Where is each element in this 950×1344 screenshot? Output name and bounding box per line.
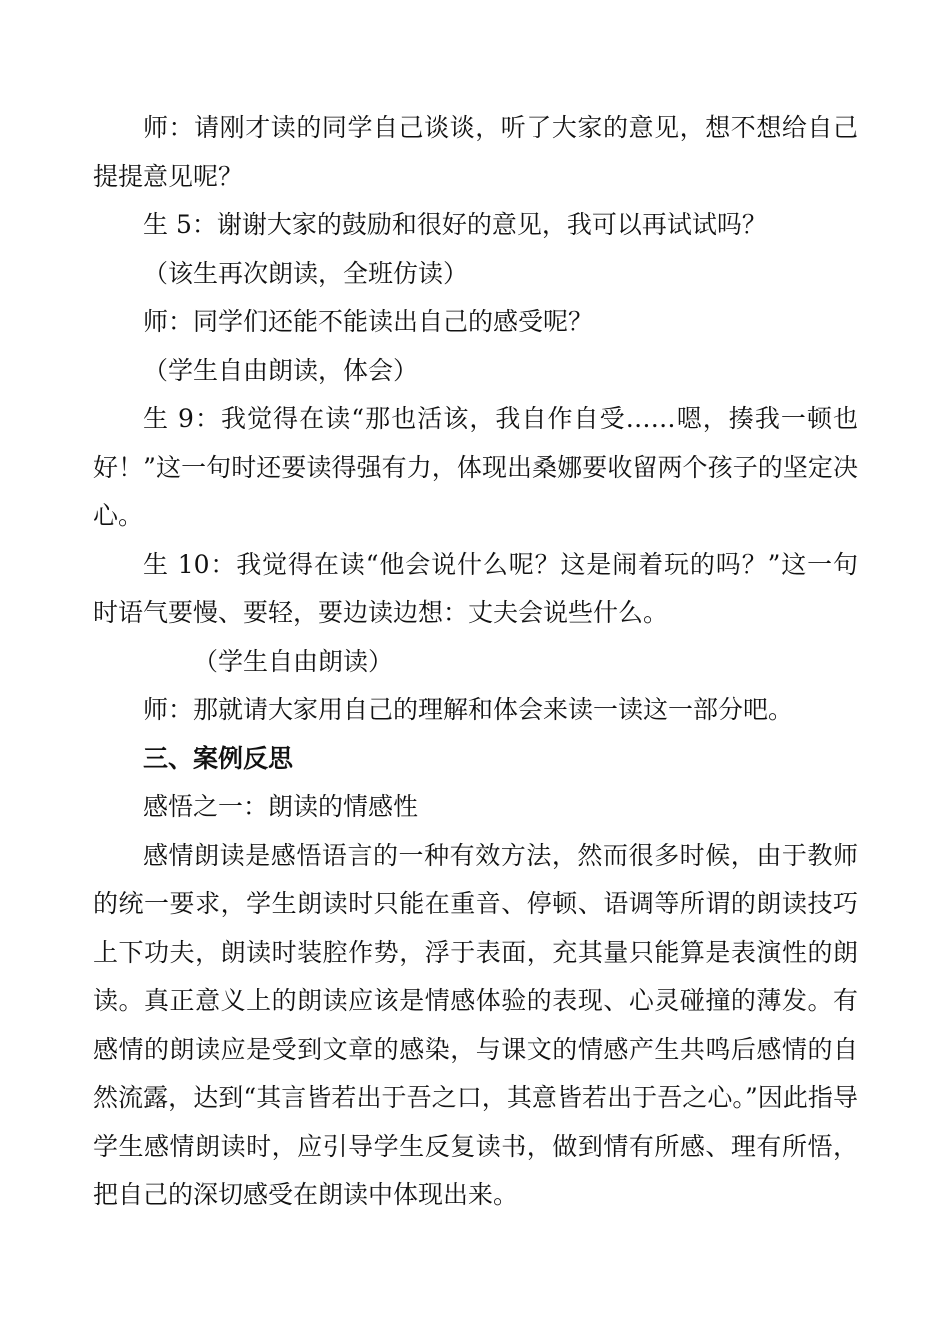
paragraph-student-9: 生 9：我觉得在读“那也活该，我自作自受……嗯，揍我一顿也好！”这一句时还要读得强有力，体现出桑娜要收留两个孩子的坚定决心。 (93, 404, 858, 530)
paragraph-stage-direction-free-reading: （学生自由朗读，体会） (143, 355, 419, 385)
paragraph-student-5: 生 5：谢谢大家的鼓励和很好的意见，我可以再试试吗？ (143, 210, 767, 239)
paragraph-teacher-closing: 师：那就请大家用自己的理解和体会来读一读这一部分吧。 (143, 695, 794, 724)
paragraph-stage-direction-reread: （该生再次朗读，全班仿读） (143, 258, 469, 288)
paragraph-stage-direction-free-reading-2: （学生自由朗读） (193, 646, 394, 676)
paragraph-insight-body: 感情朗读是感悟语言的一种有效方法，然而很多时候，由于教师的统一要求，学生朗读时只能在重音、停顿、语调等所谓的朗读技巧上下功夫，朗读时装腔作势，浮于表面，充其量只能算是表演性的朗读。真正意义上的朗读应该是情感体验的表现、心灵碰撞的薄发。有感情的朗读应是受到文章的感染，与课文的情感产生共鸣后感情的自然流露，达到“其言皆若出于吾之口，其意皆若出于吾之心。”因此指导学生感情朗读时，应引导学生反复读书，做到情有所感、理有所悟，把自己的深切感受在朗读中体现出来。 (93, 840, 858, 1209)
paragraph-teacher-prompt: 师：请刚才读的同学自己谈谈，听了大家的意见，想不想给自己提提意见呢？ (93, 113, 858, 191)
paragraph-teacher-question: 师：同学们还能不能读出自己的感受呢？ (143, 307, 594, 336)
paragraph-insight-title: 感悟之一：朗读的情感性 (143, 792, 419, 821)
document-body (93, 104, 858, 1220)
section-heading-case-reflection: 三、案例反思 (143, 743, 294, 773)
paragraph-student-10: 生 10：我觉得在读“他会说什么呢？这是闹着玩的吗？”这一句时语气要慢、要轻，要边读边想：丈夫会说些什么。 (93, 549, 858, 627)
